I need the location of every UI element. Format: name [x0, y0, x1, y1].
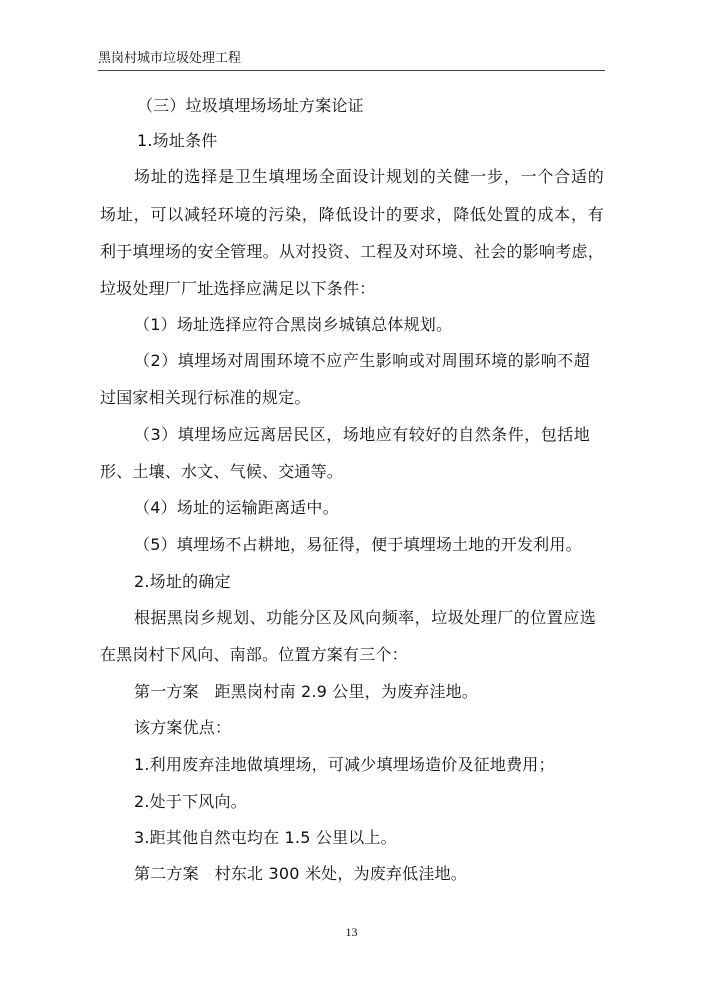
paragraph-line: 垃圾处理厂厂址选择应满足以下条件： — [100, 279, 376, 298]
paragraph-line: 利于填埋场的安全管理。从对投资、工程及对环境、社会的影响考虑， — [100, 242, 604, 261]
subsection-title-site-determination: 2.场址的确定 — [134, 572, 231, 591]
condition-item-2-cont: 过国家相关现行标准的规定。 — [100, 388, 311, 407]
condition-item-3: （3）填埋场应远离居民区，场地应有较好的自然条件，包括地 — [134, 425, 590, 444]
page-number: 13 — [345, 925, 358, 939]
condition-item-4: （4）场址的运输距离适中。 — [134, 498, 339, 517]
plan-1-advantage-2: 2.处于下风向。 — [134, 792, 247, 811]
condition-item-3-cont: 形、土壤、水文、气候、交通等。 — [100, 462, 344, 481]
paragraph-line: 在黑岗村下风向、南部。位置方案有三个： — [100, 645, 408, 664]
condition-item-1: （1）场址选择应符合黑岗乡城镇总体规划。 — [134, 315, 453, 334]
plan-1-advantage-3: 3.距其他自然屯均在 1.5 公里以上。 — [134, 828, 397, 847]
plan-1-title: 第一方案 距黑岗村南 2.9 公里，为废弃洼地。 — [134, 682, 479, 701]
paragraph-line: 场址，可以减轻环境的污染，降低设计的要求，降低处置的成本，有 — [100, 205, 604, 224]
paragraph-line: 根据黑岗乡规划、功能分区及风向频率，垃圾处理厂的位置应选 — [134, 608, 596, 627]
page-header-title: 黑岗村城市垃圾处理工程 — [98, 51, 242, 66]
section-heading: （三）垃圾填埋场场址方案论证 — [137, 96, 364, 115]
condition-item-2: （2）填埋场对周围环境不应产生影响或对周围环境的影响不超 — [134, 351, 590, 370]
condition-item-5: （5）填埋场不占耕地，易征得，便于填埋场土地的开发利用。 — [134, 535, 582, 554]
header-divider — [98, 70, 605, 71]
plan-2-title: 第二方案 村东北 300 米处，为废弃低洼地。 — [134, 864, 467, 883]
plan-1-advantage-1: 1.利用废弃洼地做填埋场，可减少填埋场造价及征地费用； — [134, 755, 555, 774]
plan-1-advantages-title: 该方案优点： — [134, 718, 232, 737]
subsection-title-site-conditions: 1.场址条件 — [137, 131, 218, 150]
paragraph-line: 场址的选择是卫生填埋场全面设计规划的关健一步，一个合适的 — [134, 167, 604, 186]
